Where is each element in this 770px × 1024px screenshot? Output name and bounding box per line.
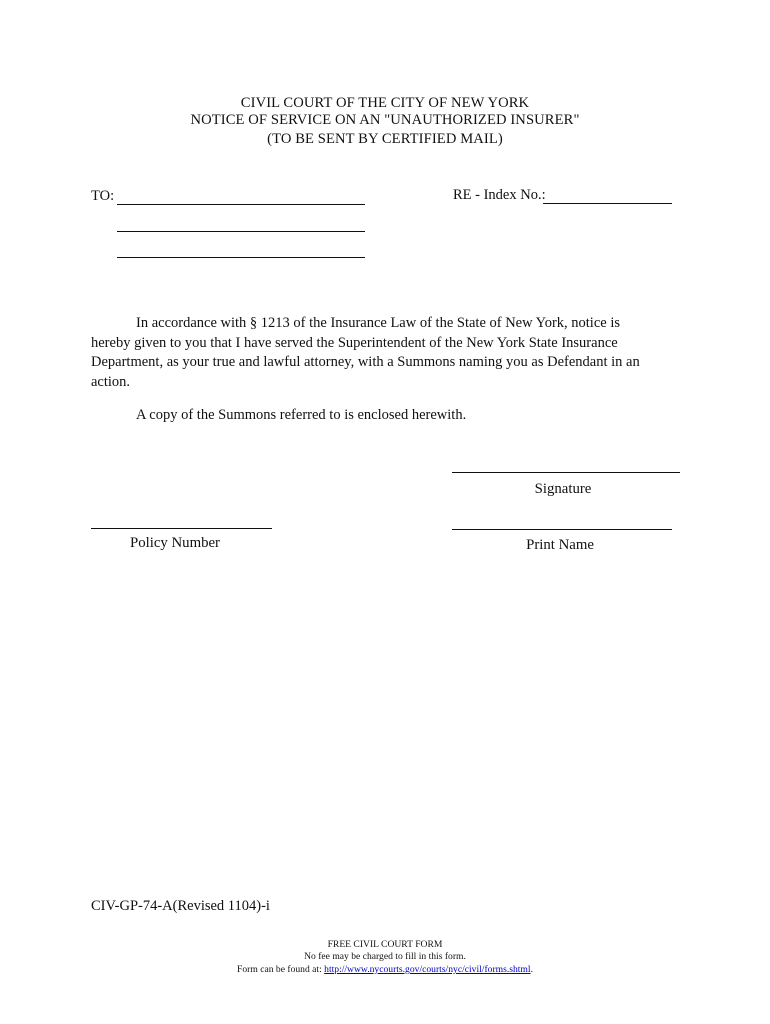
to-address-line-2[interactable]: [117, 231, 365, 232]
mailing-instruction: (TO BE SENT BY CERTIFIED MAIL): [267, 131, 503, 147]
notice-paragraph: [91, 314, 691, 392]
forms-link[interactable]: http://www.nycourts.gov/courts/nyc/civil/forms.shtml: [324, 964, 531, 975]
index-number-label: RE - Index No.:: [453, 187, 546, 203]
to-address-line-1[interactable]: [117, 204, 365, 205]
footer-free-form: FREE CIVIL COURT FORM: [327, 939, 443, 950]
paragraph-line: hereby given to you that I have served the Superintendent of the New York State Insurance: [91, 334, 618, 351]
index-number-line[interactable]: [543, 203, 672, 204]
footer-no-fee: No fee may be charged to fill in this form.: [304, 951, 466, 962]
paragraph-line: action.: [91, 373, 131, 390]
signature-line[interactable]: [452, 472, 680, 473]
print-name-label: Print Name: [526, 537, 594, 553]
print-name-line[interactable]: [452, 529, 672, 530]
footer-location: [0, 964, 770, 977]
enclosure-paragraph: A copy of the Summons referred to is enclosed herewith.: [136, 407, 467, 423]
paragraph-line: Department, as your true and lawful attorney, with a Summons naming you as Defendant in an: [91, 354, 640, 370]
footer-location-suffix: .: [530, 964, 533, 975]
to-address-line-3[interactable]: [117, 257, 365, 258]
policy-number-label: Policy Number: [129, 535, 220, 551]
policy-number-line[interactable]: [91, 528, 272, 529]
notice-title: NOTICE OF SERVICE ON AN "UNAUTHORIZED INSURER": [190, 112, 580, 128]
paragraph-line: In accordance with § 1213 of the Insurance Law of the State of New York, notice is: [136, 315, 620, 331]
form-code: CIV-GP-74-A(Revised 1104)-i: [91, 898, 270, 914]
court-title: CIVIL COURT OF THE CITY OF NEW YORK: [240, 95, 530, 111]
footer-location-prefix: Form can be found at:: [237, 964, 325, 975]
signature-label: Signature: [534, 481, 592, 497]
to-label: TO:: [91, 188, 115, 204]
